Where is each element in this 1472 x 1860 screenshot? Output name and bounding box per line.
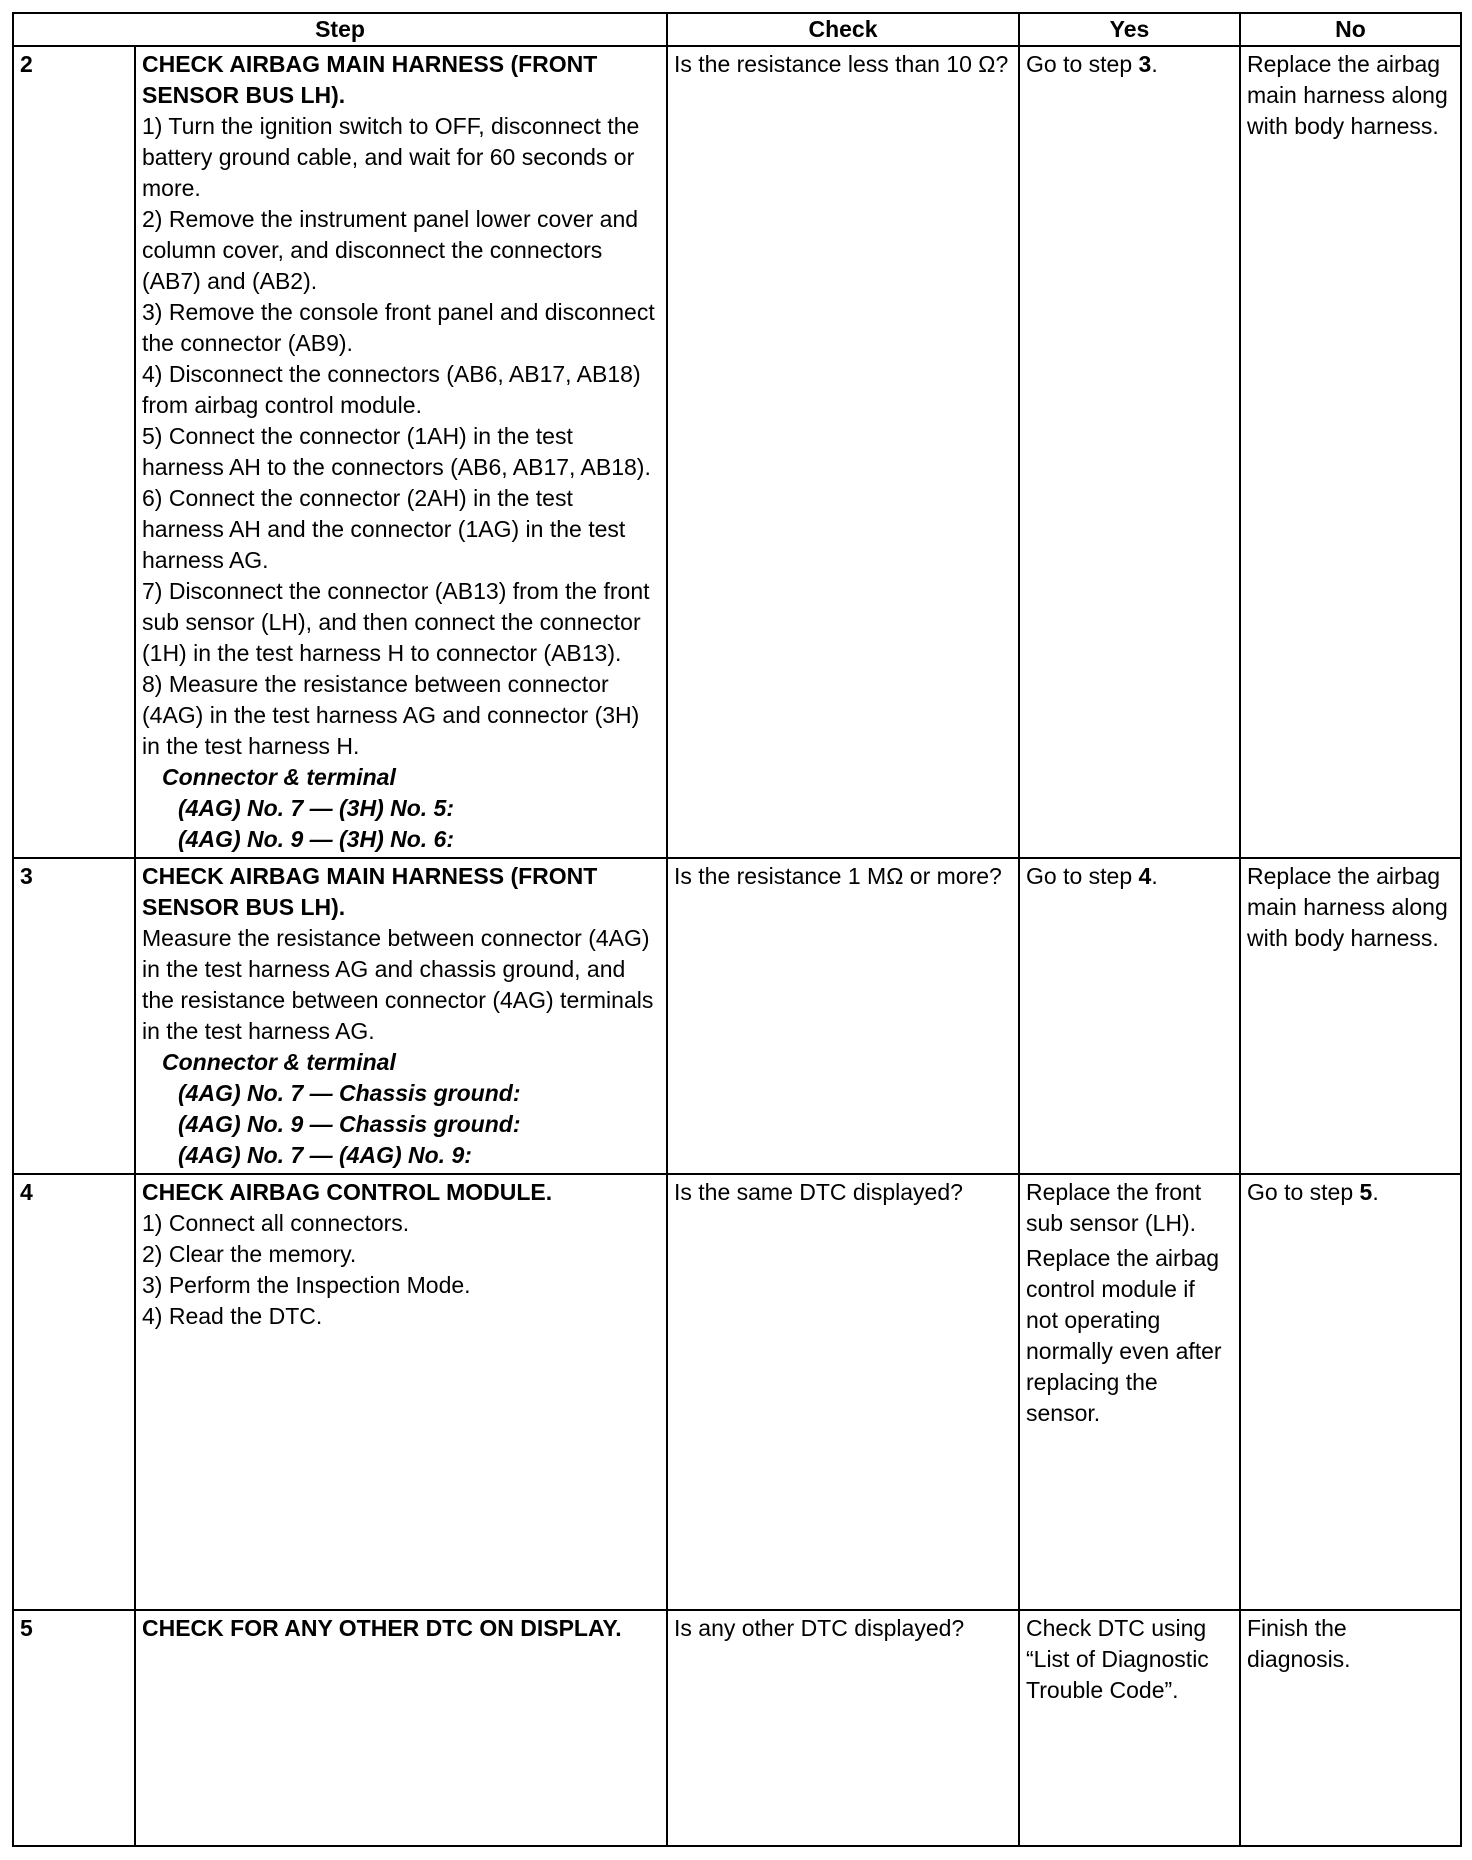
step-number: 3 <box>13 858 135 1174</box>
spec-item: (4AG) No. 9 — (3H) No. 6: <box>178 826 455 852</box>
instruction: 2) Clear the memory. <box>142 1241 357 1267</box>
instruction: 4) Disconnect the connectors (AB6, AB17, AB18) from airbag control module. <box>142 361 641 418</box>
step-description <box>135 858 667 1174</box>
header-check: Check <box>667 13 1019 46</box>
instruction: 1) Connect all connectors. <box>142 1210 410 1236</box>
yes-prefix: Go to step <box>1026 863 1139 889</box>
step-title: CHECK FOR ANY OTHER DTC ON DISPLAY. <box>142 1615 622 1641</box>
step-number: 5 <box>13 1610 135 1846</box>
instruction: 3) Remove the console front panel and disconnect the connector (AB9). <box>142 299 655 356</box>
instruction: 4) Read the DTC. <box>142 1303 323 1329</box>
header-yes: Yes <box>1019 13 1240 46</box>
step-title: CHECK AIRBAG MAIN HARNESS (FRONT SENSOR BUS LH). <box>142 51 598 108</box>
yes-prefix: Go to step <box>1026 51 1139 77</box>
yes-cell <box>1019 46 1240 858</box>
header-row <box>13 13 1461 46</box>
diagnostic-table <box>12 12 1462 1847</box>
yes-cell <box>1019 858 1240 1174</box>
spec-item: (4AG) No. 7 — (4AG) No. 9: <box>178 1142 472 1168</box>
step-title: CHECK AIRBAG CONTROL MODULE. <box>142 1179 553 1205</box>
check-cell: Is the resistance less than 10 Ω? <box>667 46 1019 858</box>
no-cell: Replace the airbag main harness along with body harness. <box>1240 858 1461 1174</box>
no-cell: Replace the airbag main harness along with body harness. <box>1240 46 1461 858</box>
step-number: 2 <box>13 46 135 858</box>
no-step-ref: 5 <box>1359 1179 1373 1205</box>
instruction: 2) Remove the instrument panel lower cover and column cover, and disconnect the connectors (AB7) and (AB2). <box>142 206 639 294</box>
yes-line: Replace the front sub sensor (LH). <box>1026 1179 1202 1236</box>
instruction: 6) Connect the connector (2AH) in the test harness AH and the connector (1AG) in the test harness AG. <box>142 485 626 573</box>
step-title: CHECK AIRBAG MAIN HARNESS (FRONT SENSOR BUS LH). <box>142 863 598 920</box>
header-step: Step <box>13 13 667 46</box>
check-cell: Is the same DTC displayed? <box>667 1174 1019 1610</box>
instruction: 7) Disconnect the connector (AB13) from the front sub sensor (LH), and then connect the connector (1H) in the test harness H to connector (AB13). <box>142 578 650 666</box>
table-row <box>13 1610 1461 1846</box>
instruction: 8) Measure the resistance between connector (4AG) in the test harness AG and connector (3H) in the test harness H. <box>142 671 640 759</box>
table-row <box>13 46 1461 858</box>
step-description <box>135 46 667 858</box>
yes-step-ref: 3 <box>1138 51 1152 77</box>
check-cell: Is the resistance 1 MΩ or more? <box>667 858 1019 1174</box>
no-prefix: Go to step <box>1247 1179 1360 1205</box>
instruction: 3) Perform the Inspection Mode. <box>142 1272 471 1298</box>
yes-step-ref: 4 <box>1138 863 1152 889</box>
step-description <box>135 1610 667 1846</box>
no-cell: Finish the diagnosis. <box>1240 1610 1461 1846</box>
spec-item: (4AG) No. 7 — Chassis ground: <box>178 1080 521 1106</box>
table-row <box>13 1174 1461 1610</box>
step-body: Measure the resistance between connector (4AG) in the test harness AG and chassis ground, and the resistance between connector (4AG) terminals in the test harness AG. <box>142 925 654 1044</box>
yes-line: Replace the airbag control module if not operating normally even after replacing the sensor. <box>1026 1245 1222 1426</box>
no-suffix: . <box>1372 1179 1379 1205</box>
step-description <box>135 1174 667 1610</box>
check-cell: Is any other DTC displayed? <box>667 1610 1019 1846</box>
no-cell <box>1240 1174 1461 1610</box>
spec-heading: Connector & terminal <box>162 764 396 790</box>
table-row <box>13 858 1461 1174</box>
instruction: 5) Connect the connector (1AH) in the test harness AH to the connectors (AB6, AB17, AB18). <box>142 423 651 480</box>
yes-suffix: . <box>1151 863 1158 889</box>
spec-heading: Connector & terminal <box>162 1049 396 1075</box>
header-no: No <box>1240 13 1461 46</box>
yes-cell <box>1019 1174 1240 1610</box>
spec-item: (4AG) No. 9 — Chassis ground: <box>178 1111 521 1137</box>
instruction: 1) Turn the ignition switch to OFF, disconnect the battery ground cable, and wait for 60 seconds or more. <box>142 113 640 201</box>
step-number: 4 <box>13 1174 135 1610</box>
yes-suffix: . <box>1151 51 1158 77</box>
spec-item: (4AG) No. 7 — (3H) No. 5: <box>178 795 455 821</box>
yes-cell: Check DTC using “List of Diagnostic Trouble Code”. <box>1019 1610 1240 1846</box>
